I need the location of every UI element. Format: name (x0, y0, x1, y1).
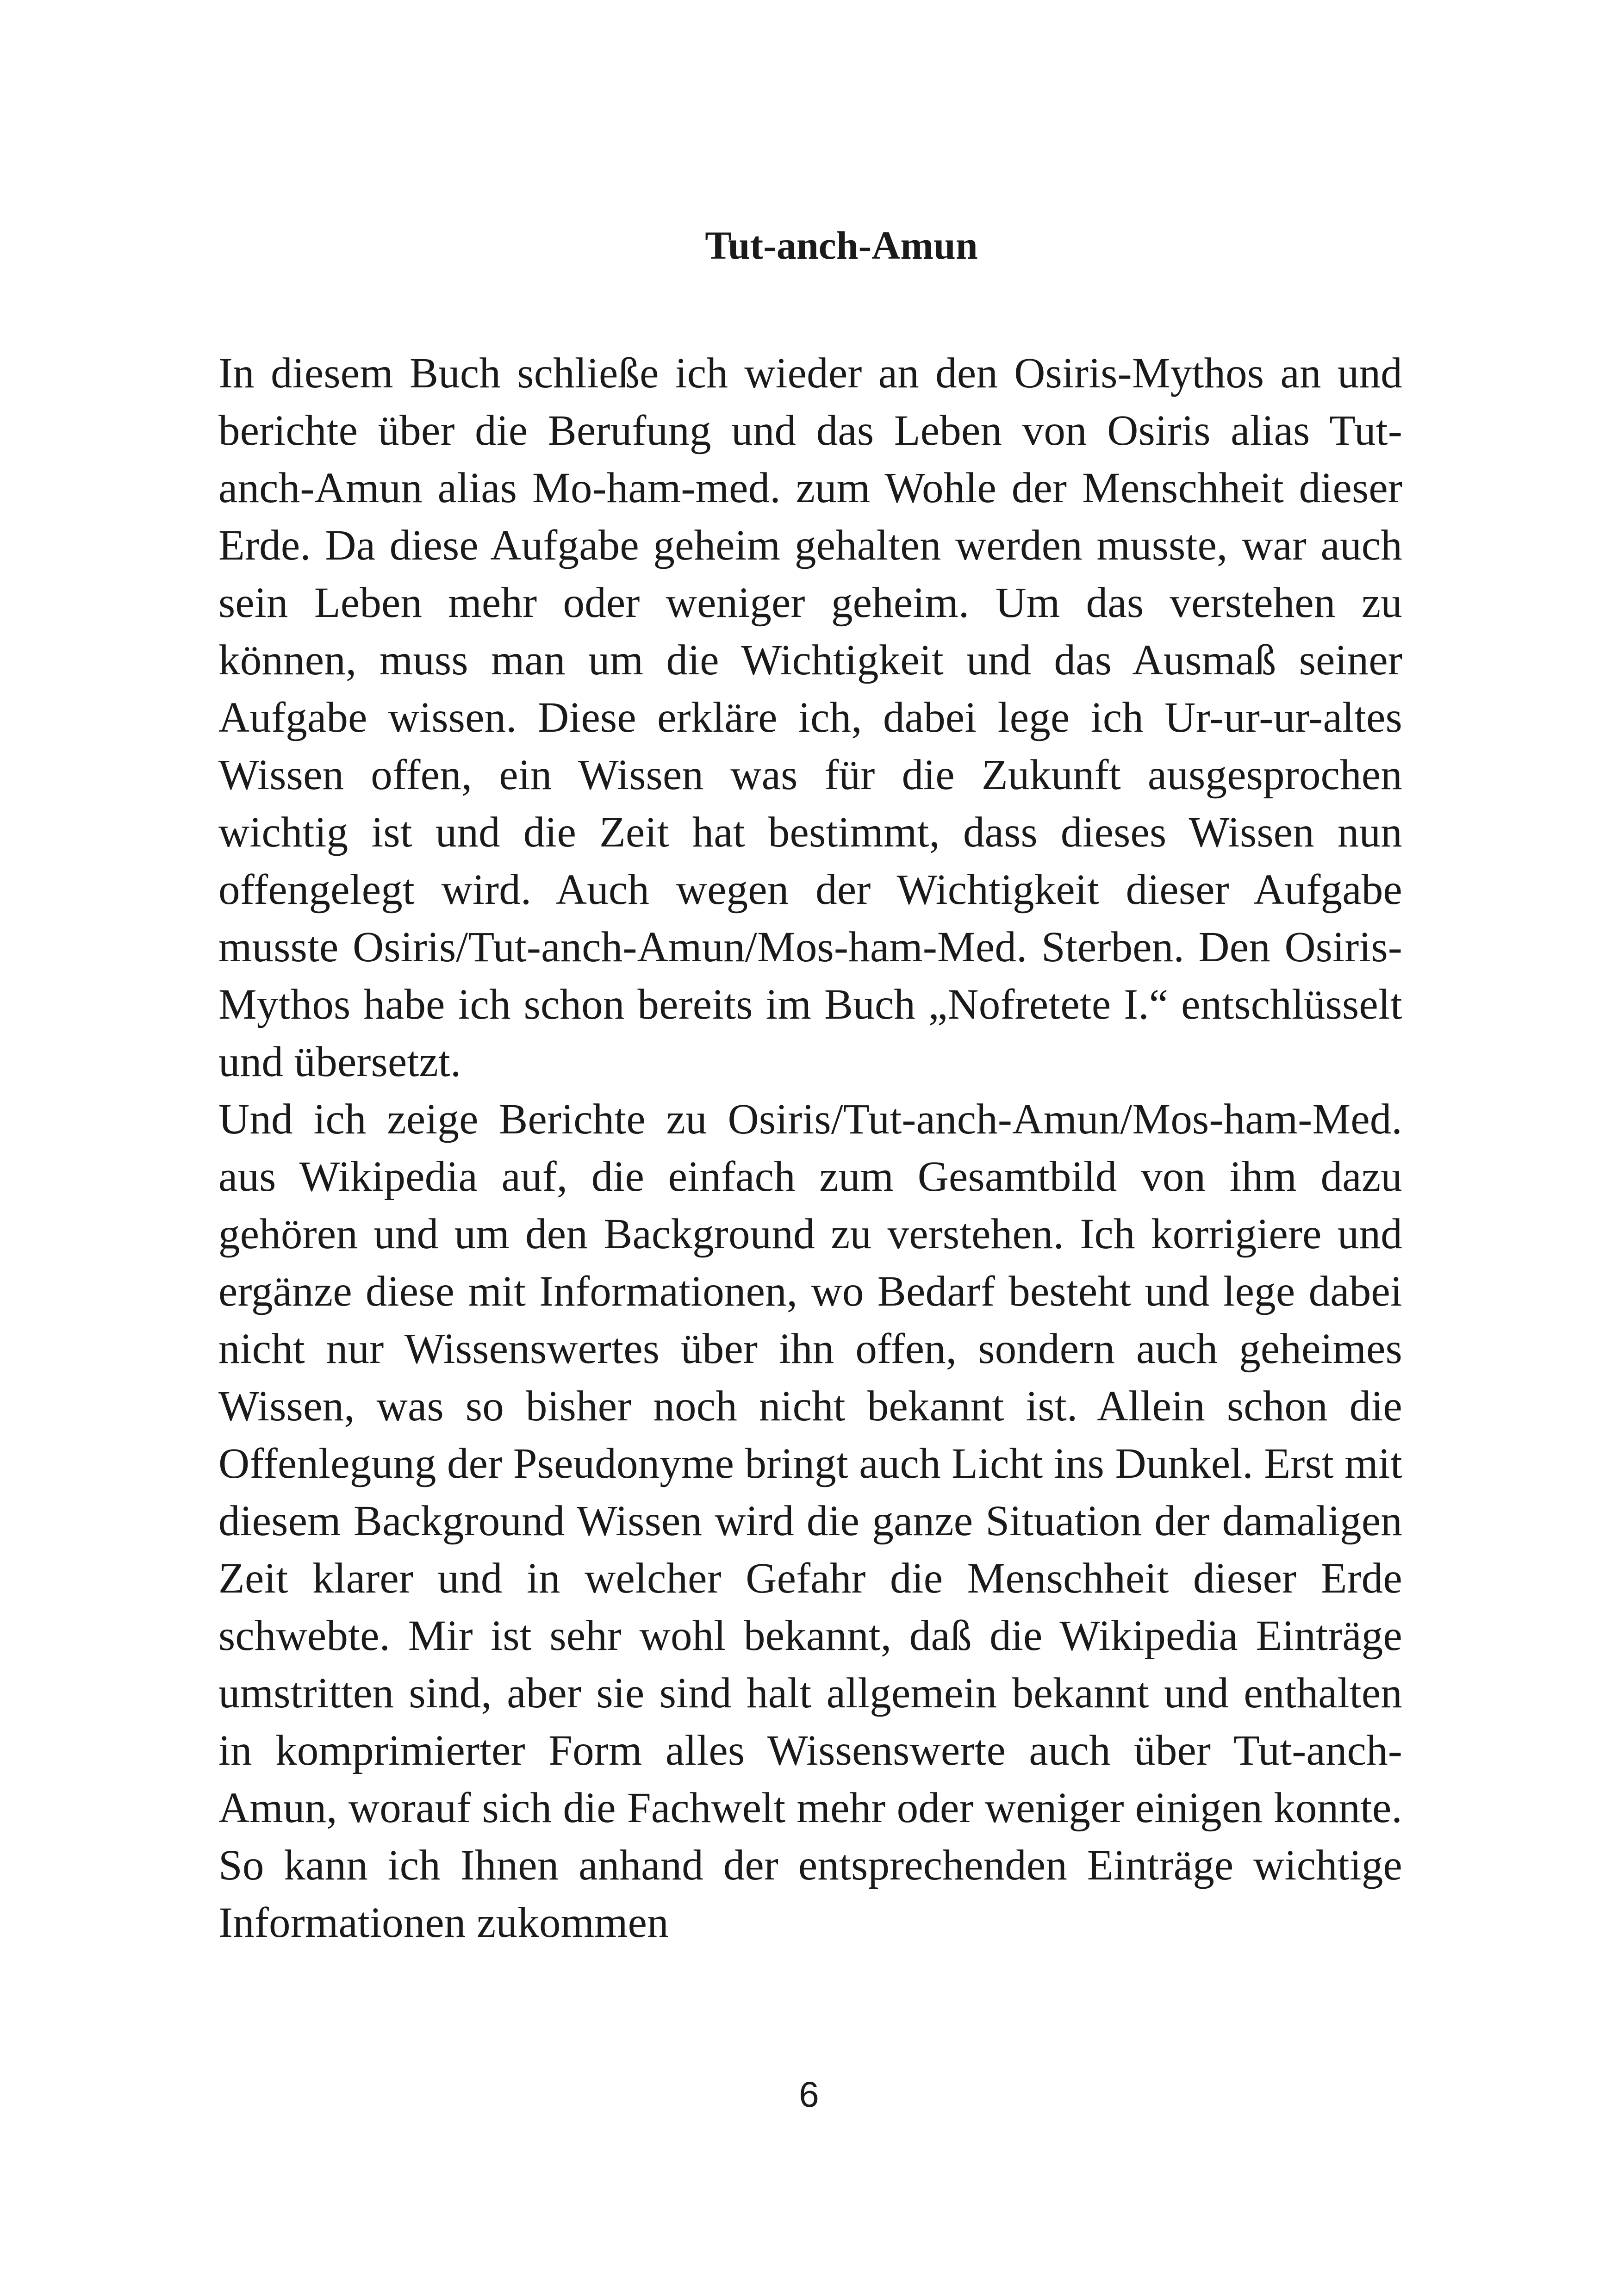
paragraph-2: Und ich zeige Berichte zu Osiris/Tut-anch-Amun/Mos-ham-Med. aus Wikipedia auf, die einfach zum Gesamtbild von ihm dazu gehören und um den Background zu verstehen. Ich korrigiere und ergänze diese mit Informationen, wo Bedarf besteht und lege dabei nicht nur Wissenswertes über ihn offen, sondern auch geheimes Wissen, was so bisher noch nicht bekannt ist. Allein schon die Offenlegung der Pseudonyme bringt auch Licht ins Dunkel. Erst mit diesem Background Wissen wird die ganze Situation der damaligen Zeit klarer und in welcher Gefahr die Menschheit dieser Erde schwebte. Mir ist sehr wohl bekannt, daß die Wikipedia Einträge umstritten sind, aber sie sind halt allgemein bekannt und enthalten in komprimierter Form alles Wissenswerte auch über Tut-anch-Amun, worauf sich die Fachwelt mehr oder weniger einigen konnte. So kann ich Ihnen anhand der entsprechenden Einträge wichtige Informationen zukommen (218, 1095, 1402, 1947)
page-number: 6 (799, 2074, 819, 2115)
paragraph-1: In diesem Buch schließe ich wieder an den Osiris-Mythos an und berichte über die Berufung und das Leben von Osiris alias Tut-anch-Amun alias Mo-ham-med. zum Wohle der Menschheit dieser Erde. Da diese Aufgabe geheim gehalten werden musste, war auch sein Leben mehr oder weniger geheim. Um das verstehen zu können, muss man um die Wichtigkeit und das Ausmaß seiner Aufgabe wissen. Diese erkläre ich, dabei lege ich Ur-ur-ur-altes Wissen offen, ein Wissen was für die Zukunft ausgesprochen wichtig ist und die Zeit hat bestimmt, dass dieses Wissen nun offengelegt wird. Auch wegen der Wichtigkeit dieser Aufgabe musste Osiris/Tut-anch-Amun/Mos-ham-Med. Sterben. Den Osiris-Mythos habe ich schon bereits im Buch „Nofretete I.“ entschlüsselt und übersetzt. (218, 349, 1402, 1086)
page-title: Tut-anch-Amun (705, 223, 978, 268)
body-text (218, 345, 1402, 1952)
